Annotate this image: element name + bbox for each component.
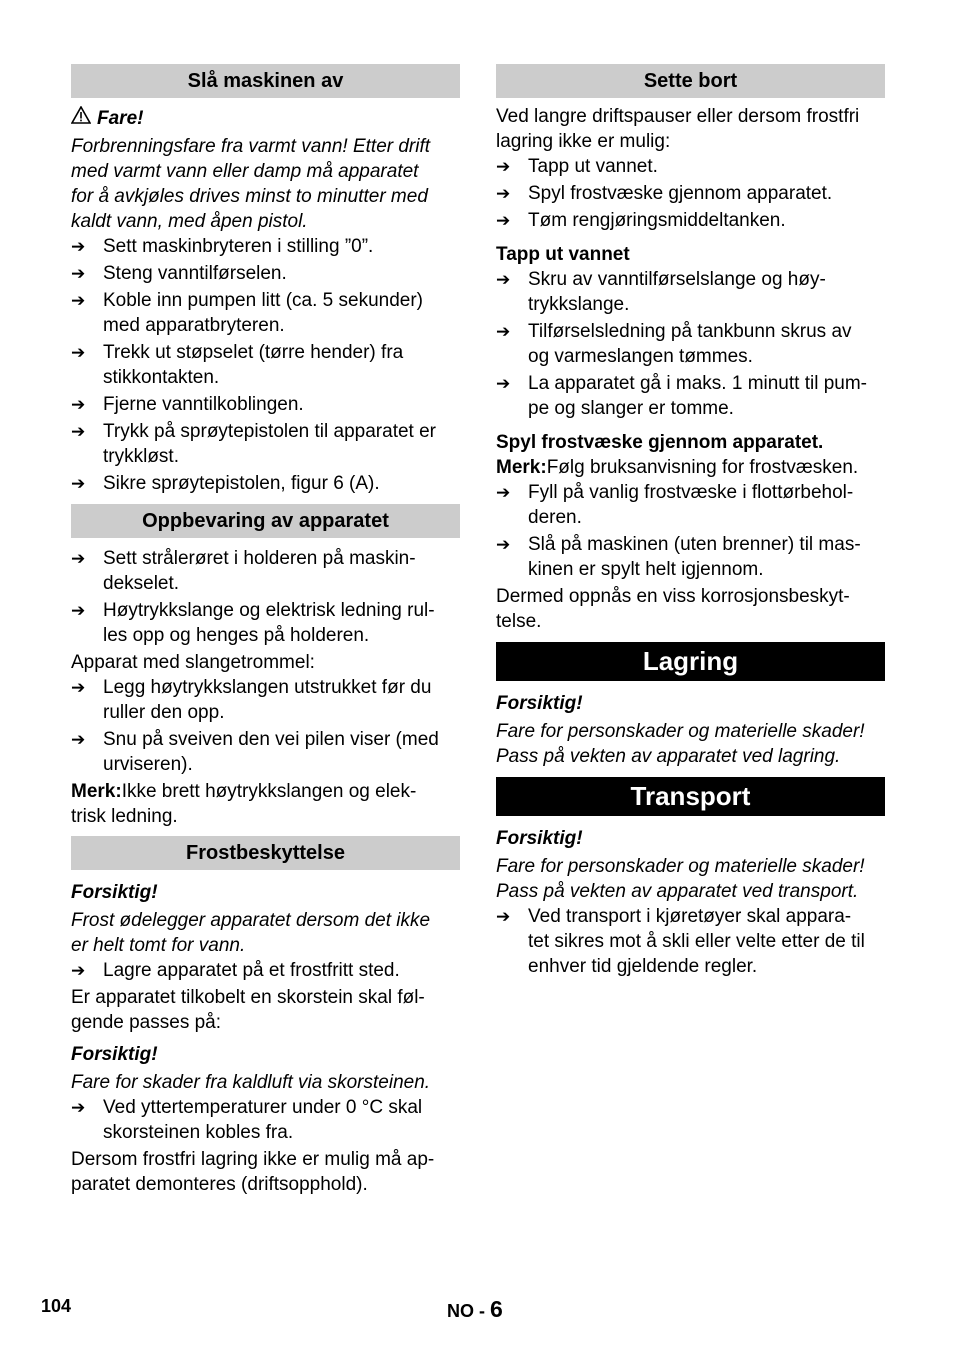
list-item: ➔ Høytrykkslange og elektrisk ledning rul- les opp og henges på holderen. [71, 600, 435, 646]
arrow-right-icon: ➔ [496, 184, 511, 203]
arrow-right-icon: ➔ [496, 322, 511, 341]
hose-reel-label: Apparat med slangetrommel: [71, 652, 315, 673]
list-item: ➔ Spyl frostvæske gjennom apparatet. [496, 183, 833, 204]
arrow-right-icon: ➔ [496, 907, 511, 926]
arrow-right-icon: ➔ [71, 601, 86, 620]
arrow-right-icon: ➔ [496, 270, 511, 289]
section-heading-transport: Transport [496, 777, 885, 816]
list-item: ➔ Sett maskinbryteren i stilling ”0”. [71, 236, 374, 257]
arrow-right-icon: ➔ [496, 157, 511, 176]
caution-label: Forsiktig! [496, 693, 583, 714]
arrow-right-icon: ➔ [71, 678, 86, 697]
note-label: Merk: [71, 781, 122, 802]
list-item: ➔ Skru av vanntilførselslange og høy- trykkslange. [496, 269, 826, 315]
arrow-right-icon: ➔ [496, 211, 511, 230]
caution-text: Fare for personskader og materielle skader! Pass på vekten av apparatet ved lagring. [496, 721, 865, 767]
list-item: ➔ Sett strålerøret i holderen på maskin- dekselet. [71, 548, 416, 594]
section-heading-frost: Frostbeskyttelse [71, 836, 460, 870]
subheading-antifreeze: Spyl frostvæske gjennom apparatet. [496, 432, 824, 453]
arrow-right-icon: ➔ [71, 549, 86, 568]
list-item: ➔ Koble inn pumpen litt (ca. 5 sekunder) med apparatbryteren. [71, 290, 424, 336]
list-item: ➔ Legg høytrykkslangen utstrukket før du ruller den opp. [71, 677, 432, 723]
caution-text: Fare for skader fra kaldluft via skorsteinen. [71, 1072, 431, 1093]
arrow-right-icon: ➔ [71, 291, 86, 310]
list-item: ➔ Fjerne vanntilkoblingen. [71, 394, 304, 415]
subheading-drain: Tapp ut vannet [496, 244, 630, 265]
arrow-right-icon: ➔ [71, 474, 86, 493]
disassembly-text: Dersom frostfri lagring ikke er mulig må ap- paratet demonteres (driftsopphold). [71, 1149, 435, 1195]
list-item: ➔ Fyll på vanlig frostvæske i flottørbehol- deren. [496, 482, 854, 528]
note-label: Merk: [496, 457, 547, 478]
danger-label: Fare! [97, 108, 144, 129]
list-item: ➔ Tilførselsledning på tankbunn skrus av og varmeslangen tømmes. [496, 321, 852, 367]
list-item: ➔ Tøm rengjøringsmiddeltanken. [496, 210, 786, 231]
arrow-right-icon: ➔ [71, 237, 86, 256]
list-item: ➔ Trekk ut støpselet (tørre hender) fra stikkontakten. [71, 342, 404, 388]
right-column [496, 64, 885, 979]
caution-label: Forsiktig! [496, 828, 583, 849]
arrow-right-icon: ➔ [71, 730, 86, 749]
list-item: ➔ Slå på maskinen (uten brenner) til mas- kinen er spylt helt igjennom. [496, 534, 861, 580]
arrow-right-icon: ➔ [71, 343, 86, 362]
note: Merk:Følg bruksanvisning for frostvæsken. [496, 457, 859, 478]
put-away-intro: Ved langre driftspauser eller dersom frostfri lagring ikke er mulig: [496, 106, 860, 152]
list-item: ➔ La apparatet gå i maks. 1 minutt til pum- pe og slanger er tomme. [496, 373, 867, 419]
page-id: NO - 6 [447, 1296, 503, 1322]
list-item: ➔ Snu på sveiven den vei pilen viser (med urviseren). [71, 729, 439, 775]
arrow-right-icon: ➔ [496, 374, 511, 393]
section-heading-put-away: Sette bort [496, 64, 885, 98]
note: Merk:Ikke brett høytrykkslangen og elek- trisk ledning. [71, 781, 417, 827]
caution-label: Forsiktig! [71, 882, 158, 903]
arrow-right-icon: ➔ [71, 1098, 86, 1117]
list-item: ➔ Steng vanntilførselen. [71, 263, 287, 284]
arrow-right-icon: ➔ [496, 483, 511, 502]
arrow-right-icon: ➔ [71, 264, 86, 283]
arrow-right-icon: ➔ [496, 535, 511, 554]
section-heading-storage-device: Oppbevaring av apparatet [71, 504, 460, 538]
chimney-text: Er apparatet tilkobelt en skorstein skal føl- gende passes på: [71, 987, 425, 1033]
list-item: ➔ Sikre sprøytepistolen, figur 6 (A). [71, 473, 380, 494]
caution-label: Forsiktig! [71, 1044, 158, 1065]
arrow-right-icon: ➔ [71, 395, 86, 414]
list-item: ➔ Ved transport i kjøretøyer skal appara- tet sikres mot å skli eller velte etter de til enhver tid gjeldende regler. [496, 906, 865, 977]
danger-text: Forbrenningsfare fra varmt vann! Etter drift med varmt vann eller damp må apparatet for å avkjøles drives minst to minutter med kaldt vann, med åpen pistol. [71, 136, 431, 232]
warning-triangle-icon [71, 106, 97, 131]
list-item: ➔ Trykk på sprøytepistolen til apparatet er trykkløst. [71, 421, 436, 467]
list-item: ➔ Tapp ut vannet. [496, 156, 658, 177]
danger-heading [71, 106, 460, 131]
section-heading-storage: Lagring [496, 642, 885, 681]
page-number: 104 [41, 1296, 72, 1316]
section-heading-switch-off: Slå maskinen av [71, 64, 460, 98]
switch-off-steps [71, 234, 460, 496]
caution-text: Fare for personskader og materielle skader! Pass på vekten av apparatet ved transport. [496, 856, 865, 902]
list-item: ➔ Lagre apparatet på et frostfritt sted. [71, 960, 400, 981]
corrosion-text: Dermed oppnås en viss korrosjonsbeskyt- telse. [496, 586, 850, 632]
arrow-right-icon: ➔ [71, 961, 86, 980]
caution-text: Frost ødelegger apparatet dersom det ikke er helt tomt for vann. [71, 910, 431, 956]
arrow-right-icon: ➔ [71, 422, 86, 441]
left-column [71, 64, 460, 1197]
list-item: ➔ Ved yttertemperaturer under 0 °C skal skorsteinen kobles fra. [71, 1097, 423, 1143]
